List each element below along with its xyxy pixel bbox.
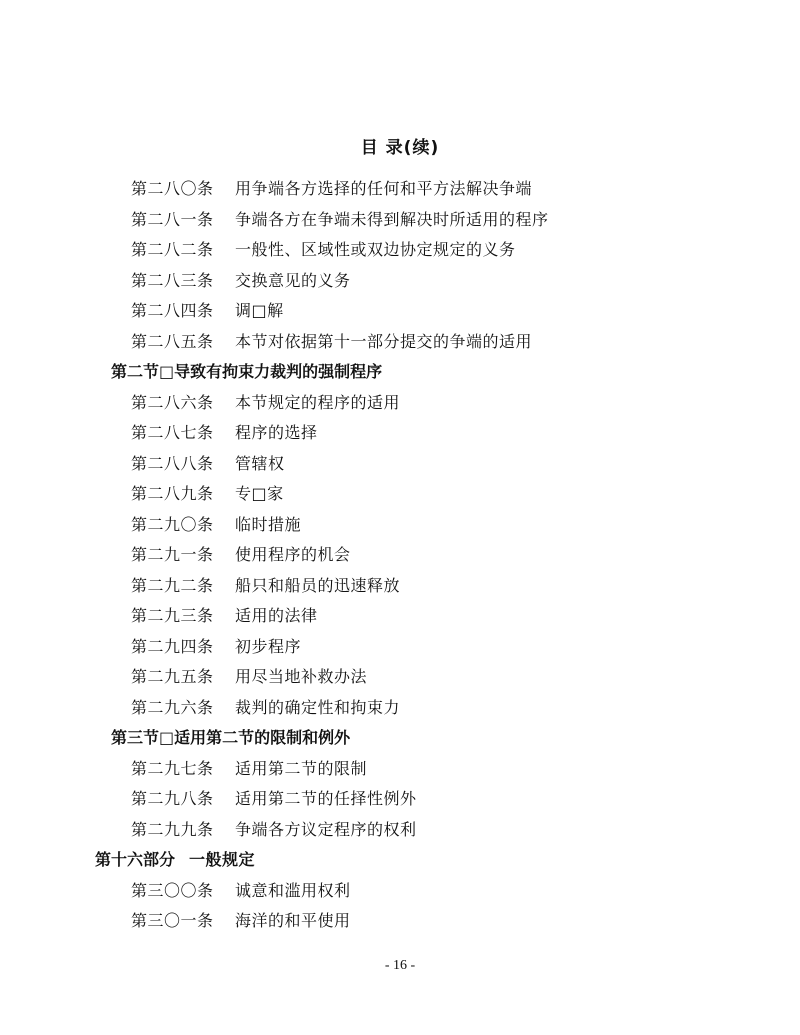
toc-entry [0,266,800,297]
article-number: 第二九六条 [131,697,214,717]
toc-entry [0,632,800,663]
toc-entry [0,601,800,632]
article-title: 争端各方在争端未得到解决时所适用的程序 [235,209,549,229]
article-title: 使用程序的机会 [235,545,351,564]
article-title: 适用第二节的限制 [235,758,368,778]
page-title: 目 录(续) [360,138,440,158]
article-title: 用争端各方选择的任何和平方法解决争端 [235,179,533,198]
article-number: 第二八一条 [131,209,214,229]
article-title: 争端各方议定程序的权利 [235,819,417,839]
article-title: 专□家 [235,484,284,503]
article-title: 本节规定的程序的适用 [235,392,401,412]
article-number: 第二九九条 [131,819,214,839]
toc-entry [0,662,800,693]
section-title: 第二节□导致有拘束力裁判的强制程序 [111,362,383,381]
article-title: 海洋的和平使用 [235,911,351,930]
article-title: 管辖权 [235,453,285,473]
article-number: 第二九五条 [131,667,214,686]
toc-entry [0,418,800,449]
toc-entry [0,540,800,571]
part-title: 一般规定 [189,850,256,869]
article-number: 第二九三条 [131,606,214,625]
article-number: 第二九四条 [131,636,214,656]
article-number: 第二九八条 [131,789,214,808]
section-title: 第三节□适用第二节的限制和例外 [111,728,351,747]
article-number: 第二九一条 [131,545,214,564]
article-number: 第二八三条 [131,270,214,290]
toc-entry [0,205,800,236]
toc-entry [0,479,800,510]
article-number: 第三〇一条 [131,911,214,930]
toc-entry [0,388,800,419]
toc-entry [0,510,800,541]
toc-entry [0,754,800,785]
article-number: 第二九七条 [131,758,214,778]
toc-entry [0,235,800,266]
article-number: 第二八七条 [131,423,214,442]
article-title: 临时措施 [235,514,302,534]
article-number: 第三〇〇条 [131,880,214,900]
article-title: 一般性、区域性或双边协定规定的义务 [235,240,516,259]
section-heading [0,357,800,388]
article-title: 船只和船员的迅速释放 [235,575,401,595]
section-heading [0,723,800,754]
part-heading [0,845,800,876]
article-number: 第二八九条 [131,484,214,503]
article-title: 调□解 [235,301,284,320]
part-number: 第十六部分 [95,850,176,869]
toc-entry [0,815,800,846]
article-title: 适用的法律 [235,606,318,625]
article-number: 第二八六条 [131,392,214,412]
toc-entry [0,906,800,937]
toc-entry [0,784,800,815]
page-number: - 16 - [384,958,416,973]
article-title: 裁判的确定性和拘束力 [235,697,401,717]
article-title: 初步程序 [235,636,302,656]
article-title: 用尽当地补救办法 [235,667,368,686]
toc-entry [0,449,800,480]
toc-entry [0,174,800,205]
toc-entry [0,571,800,602]
table-of-contents [0,174,800,937]
toc-entry [0,693,800,724]
toc-entry [0,296,800,327]
article-number: 第二八八条 [131,453,214,473]
article-number: 第二八〇条 [131,179,214,198]
article-number: 第二九二条 [131,575,214,595]
article-title: 诚意和滥用权利 [235,880,351,900]
article-number: 第二八五条 [131,331,214,351]
article-number: 第二八二条 [131,240,214,259]
article-title: 程序的选择 [235,423,318,442]
article-title: 适用第二节的任择性例外 [235,789,417,808]
article-title: 本节对依据第十一部分提交的争端的适用 [235,331,533,351]
article-number: 第二九〇条 [131,514,214,534]
toc-entry [0,327,800,358]
article-title: 交换意见的义务 [235,270,351,290]
toc-entry [0,876,800,907]
article-number: 第二八四条 [131,301,214,320]
